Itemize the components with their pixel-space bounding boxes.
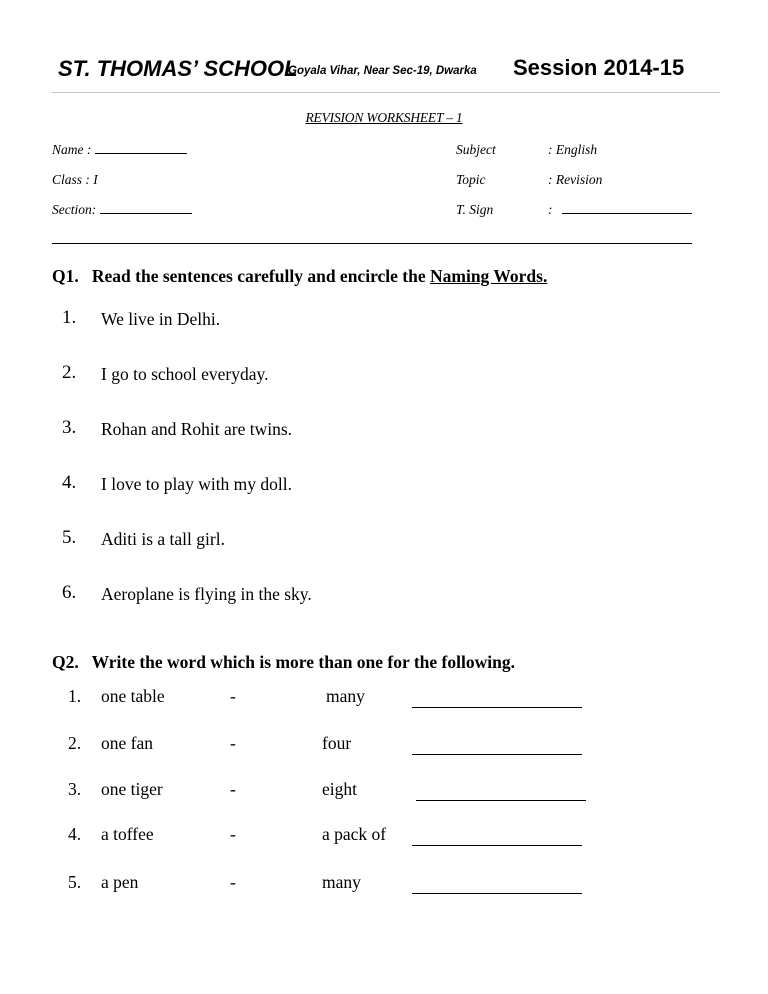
subject-value: : English [548,142,598,157]
q2-row-number: 2. [68,733,82,753]
sign-value: : [548,202,553,217]
q2-dash: - [230,686,236,706]
q2-quantifier: a pack of [322,824,387,844]
info-divider [52,243,692,244]
q2-dash: - [230,824,236,844]
q1-heading [52,266,547,287]
school-address: Goyala Vihar, Near Sec-19, Dwarka [288,65,477,77]
class-label: Class : I [52,172,98,187]
q2-row-number: 1. [68,686,82,706]
q2-row-number: 5. [68,872,82,892]
q1-item-number: 2. [62,362,77,383]
q2-dash: - [230,872,236,892]
subject-label: Subject [456,142,496,157]
q2-answer-line[interactable] [412,740,582,755]
q1-item-number: 3. [62,417,77,438]
q1-item-sentence[interactable]: I love to play with my doll. [101,474,293,494]
q2-singular: one table [101,686,165,706]
q2-row-number: 3. [68,779,82,799]
section-label: Section: [52,202,97,217]
q1-item-number: 4. [62,472,77,493]
q2-quantifier: many [322,872,361,892]
q2-quantifier: many [326,686,365,706]
q2-answer-line[interactable] [412,831,582,846]
topic-value: : Revision [548,172,603,187]
q1-item-number: 6. [62,582,77,603]
q1-heading-emphasis: Naming Words. [430,266,548,286]
q2-singular: one tiger [101,779,163,799]
q2-heading-text: Write the word which is more than one for the following. [91,652,515,672]
header-divider [52,92,720,93]
q1-item-sentence[interactable]: We live in Delhi. [101,309,221,329]
q2-answer-line[interactable] [412,693,582,708]
name-blank[interactable] [95,152,187,154]
q2-singular: a pen [101,872,139,892]
school-name: ST. THOMAS’ SCHOOL [58,56,298,81]
q2-answer-line[interactable] [416,786,586,801]
q2-quantifier: four [322,733,352,753]
topic-label: Topic [456,172,486,187]
session-label: Session 2014-15 [513,55,685,80]
q1-item-number: 5. [62,527,77,548]
q1-item-sentence[interactable]: Rohan and Rohit are twins. [101,419,293,439]
q1-item-sentence[interactable]: I go to school everyday. [101,364,269,384]
q1-heading-text: Read the sentences carefully and encircle the [91,266,426,286]
q2-dash: - [230,733,236,753]
q2-quantifier: eight [322,779,357,799]
worksheet-title: REVISION WORKSHEET – 1 [305,110,463,125]
q2-singular: a toffee [101,824,154,844]
q1-item-sentence[interactable]: Aeroplane is flying in the sky. [101,584,312,604]
sign-field[interactable] [548,202,692,218]
q2-row-number: 4. [68,824,82,844]
q2-singular: one fan [101,733,153,753]
name-label: Name : [52,142,92,157]
q1-item-number: 1. [62,307,77,328]
section-blank[interactable] [100,212,192,214]
q2-heading [52,652,515,673]
sign-label: T. Sign [456,202,494,217]
q2-dash: - [230,779,236,799]
q1-item-sentence[interactable]: Aditi is a tall girl. [101,529,225,549]
q2-answer-line[interactable] [412,879,582,894]
name-field[interactable] [52,142,187,158]
section-field[interactable] [52,202,192,218]
q1-prefix: Q1. [52,266,79,286]
q2-prefix: Q2. [52,652,79,672]
sign-blank[interactable] [562,212,692,214]
